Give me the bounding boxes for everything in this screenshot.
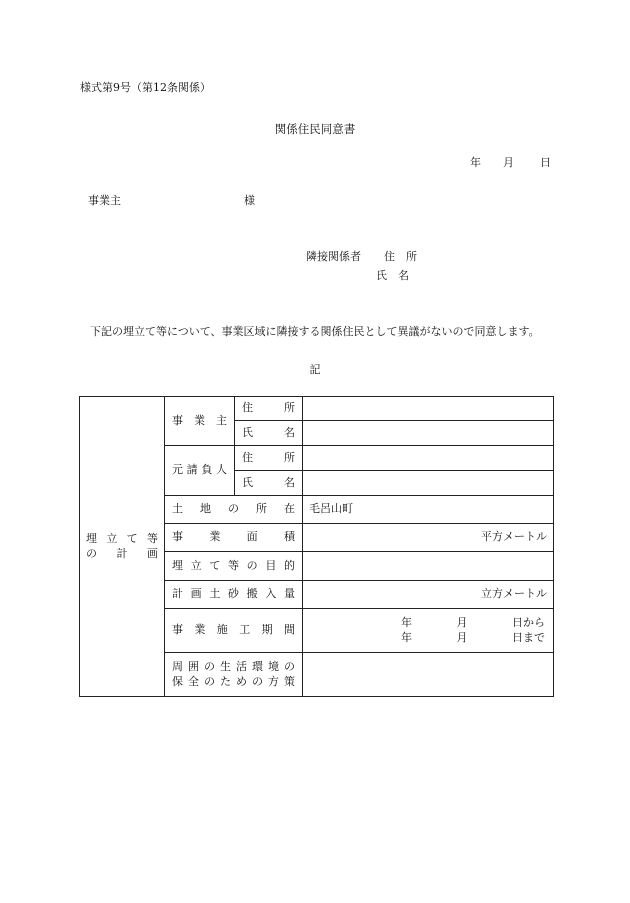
period-from-day: 日から bbox=[512, 615, 545, 629]
construction-period-field[interactable] bbox=[303, 609, 554, 653]
prime-contractor-label: 元請負人 bbox=[165, 446, 235, 496]
contractor-name-field[interactable] bbox=[303, 471, 554, 496]
land-location-field[interactable] bbox=[303, 496, 554, 524]
owner-name-field[interactable] bbox=[303, 421, 554, 446]
owner-address-field[interactable] bbox=[303, 397, 554, 421]
ki-heading: 記 bbox=[309, 363, 321, 376]
consent-statement: 下記の埋立て等について、事業区域に隣接する関係住民として異議がないので同意します。 bbox=[90, 325, 540, 338]
neighbor-label: 隣接関係者 bbox=[306, 250, 361, 263]
soil-volume-field[interactable] bbox=[303, 581, 554, 609]
document-title: 関係住民同意書 bbox=[274, 122, 356, 136]
land-location-value: 毛呂山町 bbox=[309, 502, 353, 516]
owner-address-label: 住所 bbox=[235, 397, 303, 421]
period-to-month: 月 bbox=[456, 630, 468, 644]
period-to-year: 年 bbox=[401, 630, 412, 644]
volume-unit: 立方メートル bbox=[481, 587, 547, 601]
period-to-day: 日まで bbox=[512, 630, 545, 644]
form-number: 様式第9号（第12条関係） bbox=[80, 81, 211, 94]
period-from-year: 年 bbox=[401, 615, 412, 629]
addressee-honorific: 様 bbox=[244, 194, 255, 207]
neighbor-address-label: 住 所 bbox=[384, 250, 417, 263]
date-day: 日 bbox=[540, 156, 551, 169]
business-area-field[interactable] bbox=[303, 524, 554, 552]
soil-volume-label: 計画土砂搬入量 bbox=[165, 581, 303, 609]
period-from-month: 月 bbox=[456, 615, 468, 629]
neighbor-name-label: 氏 名 bbox=[376, 269, 409, 282]
purpose-label: 埋立て等の目的 bbox=[165, 552, 303, 581]
date-line bbox=[470, 157, 551, 168]
area-unit: 平方メートル bbox=[481, 530, 547, 544]
neighbor-address-line bbox=[306, 251, 417, 262]
date-month: 月 bbox=[503, 156, 514, 169]
environment-measures-field[interactable] bbox=[303, 653, 554, 697]
contractor-address-label: 住所 bbox=[235, 446, 303, 471]
period-to bbox=[309, 631, 547, 646]
addressee-label: 事業主 bbox=[88, 194, 121, 207]
date-year: 年 bbox=[470, 156, 481, 169]
plan-table bbox=[79, 396, 554, 697]
contractor-name-label: 氏名 bbox=[235, 471, 303, 496]
owner-name-label: 氏名 bbox=[235, 421, 303, 446]
purpose-field[interactable] bbox=[303, 552, 554, 581]
plan-group-label: 埋立て等 の計画 bbox=[80, 397, 165, 697]
environment-measures-label: 周囲の生活環境の 保全のための方策 bbox=[165, 653, 303, 697]
period-from bbox=[309, 616, 547, 631]
business-owner-label: 事業主 bbox=[165, 397, 235, 446]
business-area-label: 事業面積 bbox=[165, 524, 303, 552]
construction-period-label: 事業施工期間 bbox=[165, 609, 303, 653]
land-location-label: 土地の所在 bbox=[165, 496, 303, 524]
contractor-address-field[interactable] bbox=[303, 446, 554, 471]
